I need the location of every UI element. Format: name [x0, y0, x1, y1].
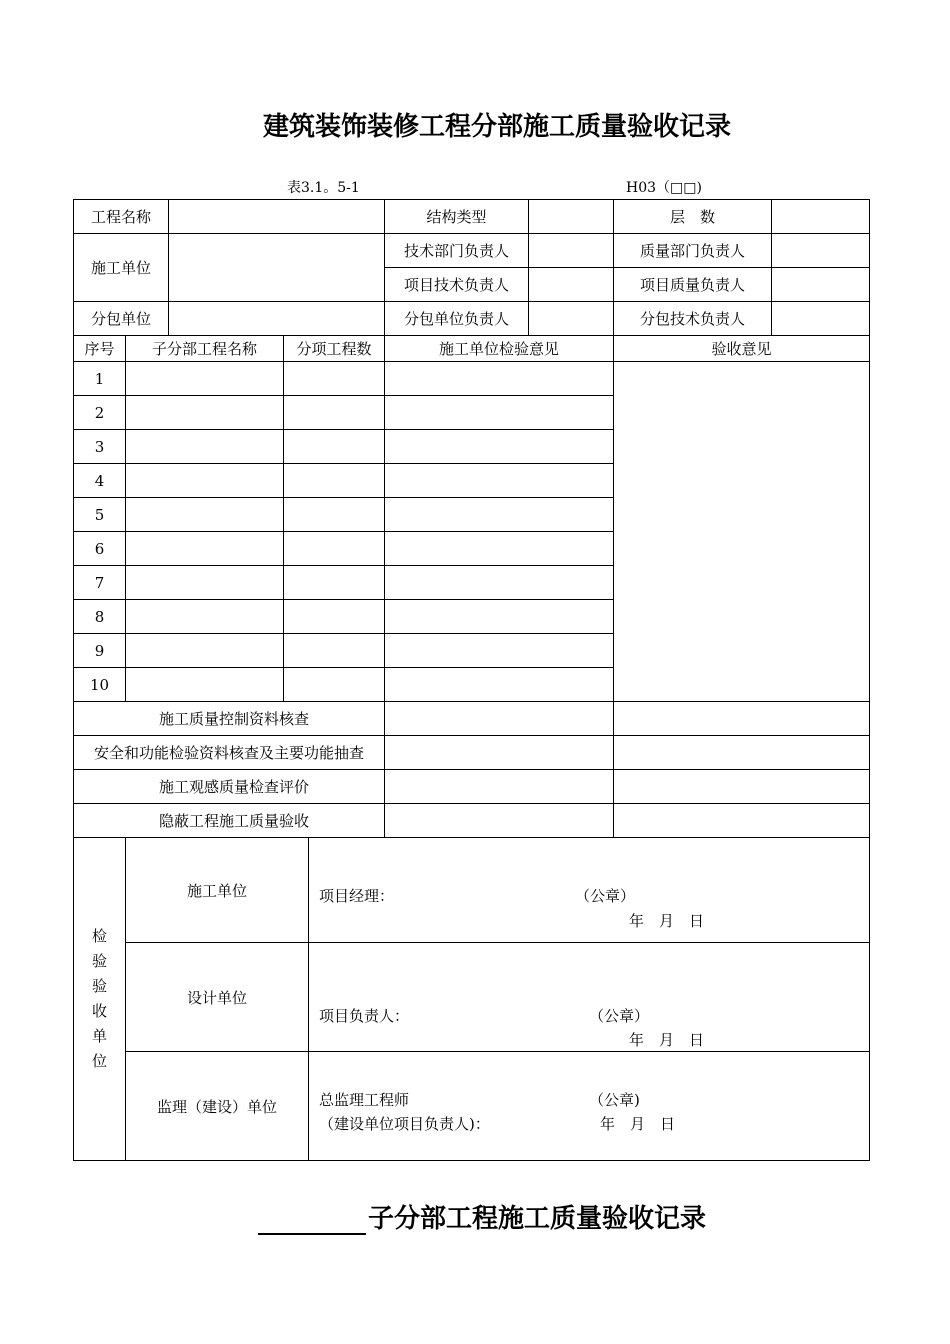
- check-concealed-work-label: 隐蔽工程施工质量验收: [74, 804, 385, 838]
- check-safety-function-label: 安全和功能检验资料核查及主要功能抽查: [74, 736, 385, 770]
- acceptance-unit-name: 监理（建设）单位: [126, 1052, 309, 1161]
- sub-division-name-cell[interactable]: [126, 430, 284, 464]
- contractor-opinion-cell[interactable]: [385, 566, 614, 600]
- subcontractor-field[interactable]: [169, 302, 385, 336]
- item-count-cell[interactable]: [284, 600, 385, 634]
- check-acceptance-cell[interactable]: [614, 736, 870, 770]
- contractor-label: 施工单位: [74, 234, 169, 302]
- table-row: [74, 362, 870, 396]
- contractor-opinion-cell[interactable]: [385, 668, 614, 702]
- item-count-cell[interactable]: [284, 668, 385, 702]
- header-row-1: [74, 200, 870, 234]
- acceptance-unit-name: 设计单位: [126, 943, 309, 1052]
- date-label: 年 月 日: [600, 1115, 676, 1133]
- check-acceptance-cell[interactable]: [614, 702, 870, 736]
- item-count-cell[interactable]: [284, 532, 385, 566]
- floors-label: 层 数: [614, 200, 772, 234]
- project-name-label: 工程名称: [74, 200, 169, 234]
- header-row-4: [74, 302, 870, 336]
- col-acceptance-opinion-header: 验收意见: [614, 336, 870, 362]
- row-number: 5: [74, 498, 126, 532]
- blank-line[interactable]: [258, 1205, 366, 1235]
- sub-division-name-cell[interactable]: [126, 600, 284, 634]
- check-quality-control-docs-label: 施工质量控制资料核查: [74, 702, 385, 736]
- col-contractor-opinion-header: 施工单位检验意见: [385, 336, 614, 362]
- check-row: [74, 736, 870, 770]
- sub-division-name-cell[interactable]: [126, 396, 284, 430]
- sub-tech-head-label: 分包技术负责人: [614, 302, 772, 336]
- bottom-title-text: 子分部工程施工质量验收记录: [368, 1204, 707, 1234]
- form-code: H03（□□): [626, 180, 702, 196]
- floors-field[interactable]: [772, 200, 870, 234]
- project-quality-head-field[interactable]: [772, 268, 870, 302]
- row-number: 6: [74, 532, 126, 566]
- check-acceptance-cell[interactable]: [614, 804, 870, 838]
- acceptance-row-design: [74, 943, 870, 1052]
- sub-division-name-cell[interactable]: [126, 464, 284, 498]
- date-label: 年 月 日: [629, 1031, 705, 1049]
- project-tech-head-label: 项目技术负责人: [385, 268, 529, 302]
- row-number: 4: [74, 464, 126, 498]
- sub-division-name-cell[interactable]: [126, 566, 284, 600]
- acceptance-sign-cell[interactable]: [309, 838, 870, 943]
- project-name-field[interactable]: [169, 200, 385, 234]
- acceptance-row-contractor: [74, 838, 870, 943]
- table-number: 表3.1。5-1: [287, 180, 360, 196]
- signer-label: 项目负责人：: [319, 1007, 410, 1025]
- acceptance-opinion-cell[interactable]: [614, 362, 870, 702]
- sub-unit-head-field[interactable]: [529, 302, 614, 336]
- check-row: [74, 702, 870, 736]
- item-count-cell[interactable]: [284, 362, 385, 396]
- document-title: 建筑装饰装修工程分部施工质量验收记录: [262, 112, 731, 142]
- project-quality-head-label: 项目质量负责人: [614, 268, 772, 302]
- acceptance-record-table: [73, 199, 870, 1161]
- row-number: 7: [74, 566, 126, 600]
- col-item-count-header: 分项工程数: [284, 336, 385, 362]
- quality-dept-head-field[interactable]: [772, 234, 870, 268]
- structure-type-label: 结构类型: [385, 200, 529, 234]
- structure-type-field[interactable]: [529, 200, 614, 234]
- acceptance-unit-name: 施工单位: [126, 838, 309, 943]
- check-contractor-cell[interactable]: [385, 736, 614, 770]
- contractor-opinion-cell[interactable]: [385, 430, 614, 464]
- quality-dept-head-label: 质量部门负责人: [614, 234, 772, 268]
- sub-division-name-cell[interactable]: [126, 362, 284, 396]
- sub-division-name-cell[interactable]: [126, 634, 284, 668]
- sub-division-name-cell[interactable]: [126, 498, 284, 532]
- item-count-cell[interactable]: [284, 634, 385, 668]
- bottom-title: [258, 1198, 706, 1235]
- contractor-opinion-cell[interactable]: [385, 600, 614, 634]
- check-row: [74, 770, 870, 804]
- acceptance-row-supervision: [74, 1052, 870, 1161]
- sub-division-name-cell[interactable]: [126, 532, 284, 566]
- contractor-opinion-cell[interactable]: [385, 362, 614, 396]
- seal-label: （公章）: [589, 1007, 650, 1025]
- header-row-2: [74, 234, 870, 268]
- tech-dept-head-field[interactable]: [529, 234, 614, 268]
- signer-label: 总监理工程师: [319, 1091, 410, 1109]
- row-number: 2: [74, 396, 126, 430]
- contractor-field[interactable]: [169, 234, 385, 302]
- acceptance-sign-cell[interactable]: [309, 943, 870, 1052]
- row-number: 9: [74, 634, 126, 668]
- sub-unit-head-label: 分包单位负责人: [385, 302, 529, 336]
- row-number: 3: [74, 430, 126, 464]
- column-header-row: [74, 336, 870, 362]
- item-count-cell[interactable]: [284, 396, 385, 430]
- contractor-opinion-cell[interactable]: [385, 532, 614, 566]
- row-number: 10: [74, 668, 126, 702]
- date-label: 年 月 日: [629, 912, 705, 930]
- signer-label: 项目经理：: [319, 887, 395, 905]
- col-sub-division-header: 子分部工程名称: [126, 336, 284, 362]
- acceptance-sign-cell[interactable]: [309, 1052, 870, 1161]
- item-count-cell[interactable]: [284, 430, 385, 464]
- check-contractor-cell[interactable]: [385, 770, 614, 804]
- seal-label: （公章): [589, 1091, 640, 1109]
- sub-division-name-cell[interactable]: [126, 668, 284, 702]
- item-count-cell[interactable]: [284, 566, 385, 600]
- row-number: 1: [74, 362, 126, 396]
- contractor-opinion-cell[interactable]: [385, 464, 614, 498]
- contractor-opinion-cell[interactable]: [385, 498, 614, 532]
- tech-dept-head-label: 技术部门负责人: [385, 234, 529, 268]
- item-count-cell[interactable]: [284, 498, 385, 532]
- project-tech-head-field[interactable]: [529, 268, 614, 302]
- contractor-opinion-cell[interactable]: [385, 634, 614, 668]
- col-no-header: 序号: [74, 336, 126, 362]
- row-number: 8: [74, 600, 126, 634]
- sub-tech-head-field[interactable]: [772, 302, 870, 336]
- signer-label-secondary: （建设单位项目负责人)：: [319, 1115, 490, 1133]
- check-row: [74, 804, 870, 838]
- check-contractor-cell[interactable]: [385, 702, 614, 736]
- seal-label: （公章）: [575, 887, 636, 905]
- subcontractor-label: 分包单位: [74, 302, 169, 336]
- contractor-opinion-cell[interactable]: [385, 396, 614, 430]
- check-appearance-quality-label: 施工观感质量检查评价: [74, 770, 385, 804]
- check-contractor-cell[interactable]: [385, 804, 614, 838]
- item-count-cell[interactable]: [284, 464, 385, 498]
- acceptance-group-label: 检验验收单位: [74, 838, 126, 1161]
- check-acceptance-cell[interactable]: [614, 770, 870, 804]
